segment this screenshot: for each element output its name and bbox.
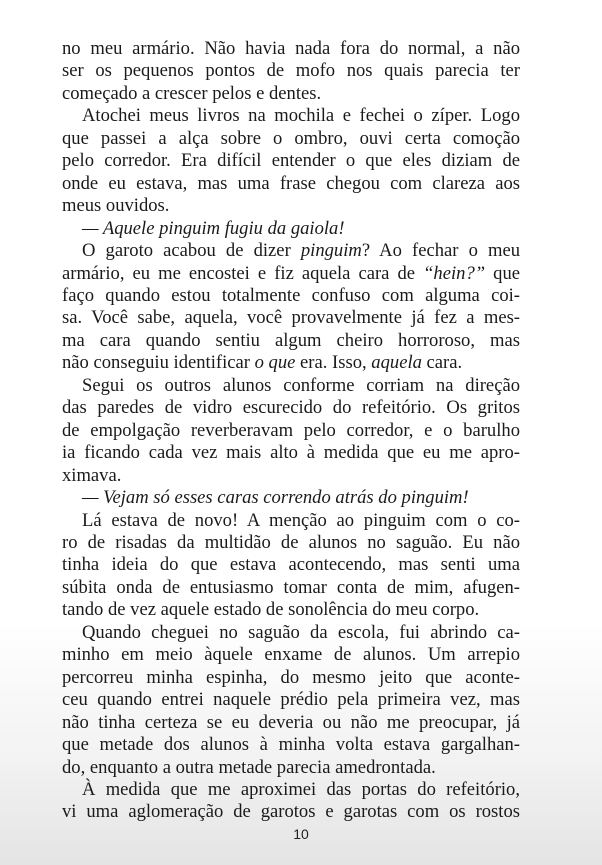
text-line: que metade dos alunos à minha volta estava gargalhan- bbox=[62, 734, 520, 756]
text-line: que passei a alça sobre o ombro, ouvi certa comoção bbox=[62, 127, 520, 149]
text-line: tando de vez aquele estado de sonolência do meu corpo. bbox=[62, 599, 480, 621]
body-text bbox=[62, 38, 520, 824]
text-line: sa. Você sabe, aquela, você provavelmente já fez a mes- bbox=[62, 307, 520, 329]
text-line: das paredes de vidro escurecido do refeitório. Os gritos bbox=[62, 397, 520, 419]
text-line: ser os pequenos pontos de mofo nos quais parecia ter bbox=[62, 60, 520, 82]
text-line: vi uma aglomeração de garotos e garotas com os rostos bbox=[62, 801, 520, 823]
text-line: armário, eu me encostei e fiz aquela cara de “hein?” que bbox=[62, 262, 521, 284]
dialogue-line: — Vejam só esses caras correndo atrás do pinguim! bbox=[82, 487, 469, 509]
text-line: no meu armário. Não havia nada fora do normal, a não bbox=[62, 38, 520, 59]
text-line: percorreu minha espinha, do mesmo jeito que aconte- bbox=[62, 666, 520, 688]
text-line: onde eu estava, mas uma frase chegou com clareza aos bbox=[62, 172, 520, 194]
text-line: À medida que me aproximei das portas do refeitório, bbox=[82, 778, 520, 800]
text-line: ma cara quando sentiu algum cheiro horroroso, mas bbox=[62, 329, 520, 351]
text-line: O garoto acabou de dizer pinguim? Ao fechar o meu bbox=[82, 240, 520, 262]
text-line: tinha ideia do que estava acontecendo, mas senti uma bbox=[62, 554, 520, 576]
text-line: Quando cheguei no saguão da escola, fui abrindo ca- bbox=[82, 621, 520, 643]
text-line: faço quando estou totalmente confuso com alguma coi- bbox=[62, 284, 520, 306]
text-line: pelo corredor. Era difícil entender o que eles diziam de bbox=[62, 150, 520, 172]
text-line: minho em meio àquele enxame de alunos. Um arrepio bbox=[62, 644, 520, 666]
text-line: não tinha certeza se eu deveria ou não me preocupar, já bbox=[62, 711, 520, 733]
text-line: ia ficando cada vez mais alto à medida que eu me apro- bbox=[62, 442, 520, 464]
text-line: Lá estava de novo! A menção ao pinguim com o co- bbox=[82, 509, 520, 531]
text-line: do, enquanto a outra metade parecia amedrontada. bbox=[62, 756, 436, 778]
text-line: súbita onda de entusiasmo tomar conta de mim, afugen- bbox=[62, 576, 520, 598]
text-line: meus ouvidos. bbox=[62, 195, 170, 217]
text-line: de empolgação reverberavam pelo corredor, e o barulho bbox=[62, 419, 520, 441]
text-line: Segui os outros alunos conforme corriam na direção bbox=[82, 374, 520, 396]
text-line: ceu quando entrei naquele prédio pela primeira vez, mas bbox=[62, 689, 520, 711]
text-line: Atochei meus livros na mochila e fechei o zíper. Logo bbox=[82, 105, 520, 127]
dialogue-line: — Aquele pinguim fugiu da gaiola! bbox=[82, 217, 345, 239]
text-line: começado a crescer pelos e dentes. bbox=[62, 82, 322, 104]
text-line: não conseguiu identificar o que era. Isso, aquela cara. bbox=[62, 352, 463, 374]
page-number: 10 bbox=[293, 826, 309, 842]
text-line: ximava. bbox=[62, 464, 122, 486]
text-line: ro de risadas da multidão de alunos no saguão. Eu não bbox=[62, 531, 520, 553]
